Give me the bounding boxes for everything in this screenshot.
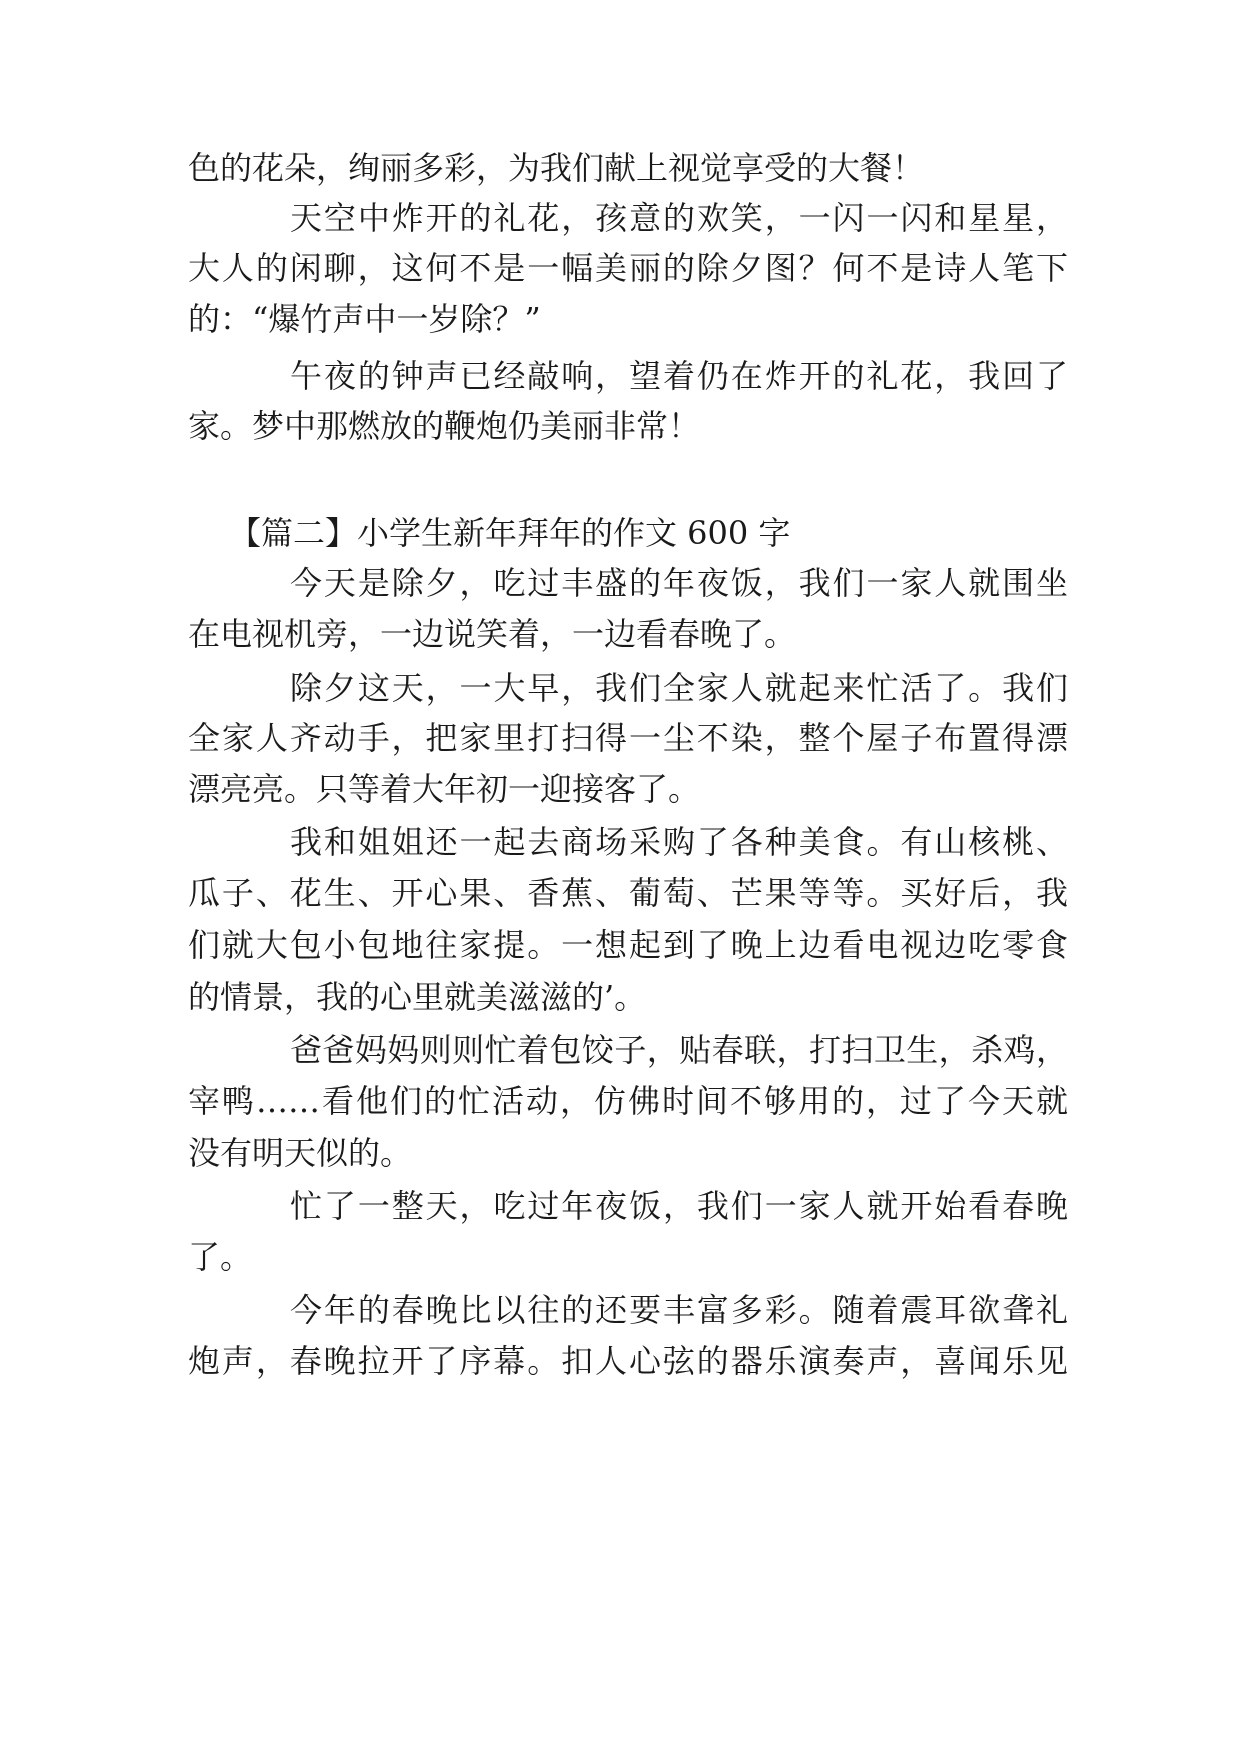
paragraph-first-line: 午夜的钟声已经敲响，望着仍在炸开的礼花，我回了 bbox=[290, 357, 1068, 395]
paragraph-first-line: 天空中炸开的礼花，孩意的欢笑，一闪一闪和星星， bbox=[290, 199, 1068, 237]
text-line: 在电视机旁，一边说笑着，一边看春晚了。 bbox=[188, 615, 797, 653]
text-line: 漂亮亮。只等着大年初一迎接客了。 bbox=[188, 770, 701, 808]
text-line: 的情景，我的心里就美滋滋的’。 bbox=[188, 978, 647, 1016]
text-line: 大人的闲聊，这何不是一幅美丽的除夕图？何不是诗人笔下 bbox=[188, 249, 1068, 287]
text-line: 家。梦中那燃放的鞭炮仍美丽非常！ bbox=[188, 407, 701, 445]
section-heading: 【篇二】小学生新年拜年的作文 600 字 bbox=[229, 514, 791, 552]
paragraph-first-line: 忙了一整天，吃过年夜饭，我们一家人就开始看春晚 bbox=[290, 1187, 1068, 1225]
text-line: 瓜子、花生、开心果、香蕉、葡萄、芒果等等。买好后，我 bbox=[188, 874, 1068, 912]
text-line: 的：“爆竹声中一岁除？” bbox=[188, 300, 541, 338]
text-line: 了。 bbox=[188, 1238, 253, 1276]
paragraph-first-line: 除夕这天，一大早，我们全家人就起来忙活了。我们 bbox=[290, 669, 1068, 707]
text-line: 全家人齐动手，把家里打扫得一尘不染，整个屋子布置得漂 bbox=[188, 719, 1068, 757]
text-line: 宰鸭……看他们的忙活动，仿佛时间不够用的，过了今天就 bbox=[188, 1082, 1068, 1120]
text-line: 没有明天似的。 bbox=[188, 1134, 413, 1172]
text-line: 们就大包小包地往家提。一想起到了晚上边看电视边吃零食 bbox=[188, 926, 1068, 964]
paragraph-first-line: 爸爸妈妈则则忙着包饺子，贴春联，打扫卫生，杀鸡， bbox=[290, 1031, 1068, 1069]
paragraph-first-line: 今天是除夕，吃过丰盛的年夜饭，我们一家人就围坐 bbox=[290, 564, 1068, 602]
paragraph-first-line: 我和姐姐还一起去商场采购了各种美食。有山核桃、 bbox=[290, 823, 1068, 861]
text-line: 色的花朵，绚丽多彩，为我们献上视觉享受的大餐！ bbox=[188, 149, 925, 187]
text-line: 炮声，春晚拉开了序幕。扣人心弦的器乐演奏声，喜闻乐见 bbox=[188, 1342, 1068, 1380]
paragraph-first-line: 今年的春晚比以往的还要丰富多彩。随着震耳欲聋礼 bbox=[290, 1291, 1068, 1329]
